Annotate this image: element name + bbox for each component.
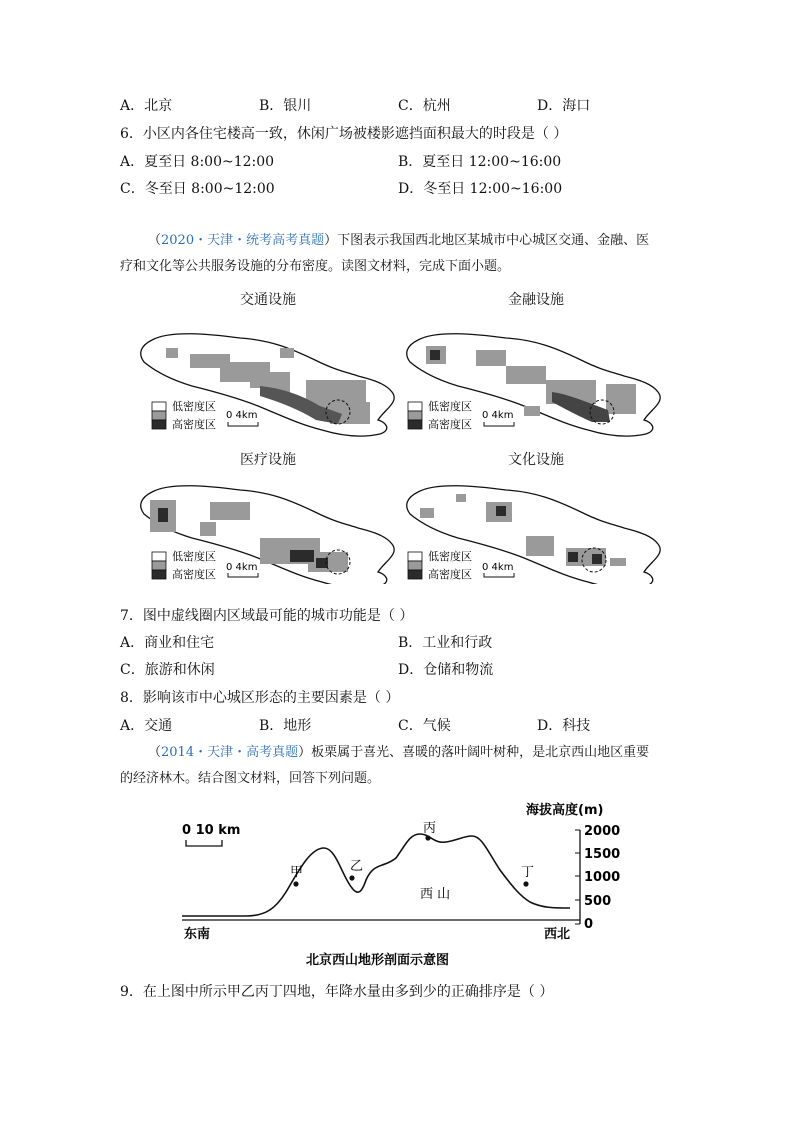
profile-y-title: 海拔高度(m)	[526, 803, 604, 818]
scale-label: 0 4km	[226, 562, 258, 573]
map-transport	[141, 292, 394, 436]
legend-high-label: 高密度区	[428, 568, 472, 581]
tick-500: 500	[584, 894, 612, 909]
legend-low-label: 低密度区	[172, 550, 216, 563]
q5-option-a: A．北京	[120, 98, 173, 114]
mountain-label: 西 山	[420, 887, 451, 902]
map-title-medical: 医疗设施	[240, 452, 296, 468]
q7-option-a: A．商业和住宅	[120, 635, 215, 651]
direction-northwest: 西北	[544, 927, 571, 942]
q8-option-c: C．气候	[398, 718, 451, 734]
q7-option-d: D．仓储和物流	[398, 662, 494, 678]
passage2-line1: （2014・天津・高考真题）板栗属于喜光、喜暖的落叶阔叶树种，是北京西山地区重要	[148, 745, 650, 760]
q6-stem: 6．小区内各住宅楼高一致，休闲广场被楼影遮挡面积最大的时段是（ ）	[120, 126, 568, 142]
legend-low-label: 低密度区	[428, 550, 472, 563]
scale-label: 0 4km	[482, 410, 514, 421]
tick-2000: 2000	[584, 824, 621, 839]
scale-label: 0 4km	[482, 562, 514, 573]
q9-stem: 9．在上图中所示甲乙丙丁四地，年降水量由多到少的正确排序是（ ）	[120, 984, 554, 1000]
q8-option-b: B．地形	[259, 718, 312, 734]
legend-high-label: 高密度区	[172, 418, 216, 431]
q6-option-b: B．夏至日 12:00~16:00	[398, 154, 562, 170]
point-bing: 丙	[423, 821, 437, 836]
scale-label: 0 4km	[226, 410, 258, 421]
q8-option-d: D．科技	[537, 718, 591, 734]
q8-stem: 8．影响该市中心城区形态的主要因素是（ ）	[120, 690, 400, 706]
tick-1500: 1500	[584, 847, 621, 862]
xishan-terrain-profile	[176, 796, 626, 972]
passage2-line2: 的经济林木。结合图文材料，回答下列问题。	[120, 771, 381, 786]
point-ding: 丁	[521, 865, 535, 880]
tick-1000: 1000	[584, 870, 621, 885]
tick-0: 0	[584, 917, 594, 932]
map-title-finance: 金融设施	[508, 292, 564, 308]
map-title-culture: 文化设施	[508, 452, 564, 468]
passage2-source: 2014・天津・高考真题	[161, 745, 299, 760]
passage1-source: 2020・天津・统考高考真题	[161, 233, 325, 248]
q5-option-b: B．银川	[259, 98, 312, 114]
direction-southeast: 东南	[184, 927, 211, 942]
map-finance	[407, 292, 660, 436]
point-jia: 甲	[290, 865, 304, 880]
q6-option-a: A．夏至日 8:00~12:00	[120, 154, 275, 170]
q6-option-c: C．冬至日 8:00~12:00	[120, 181, 275, 197]
point-yi: 乙	[350, 859, 364, 874]
passage1-line2: 疗和文化等公共服务设施的分布密度。读图文材料，完成下面小题。	[120, 259, 511, 274]
legend-high-label: 高密度区	[172, 568, 216, 581]
legend-low-label: 低密度区	[172, 400, 216, 413]
q6-option-d: D．冬至日 12:00~16:00	[398, 181, 563, 197]
legend-high-label: 高密度区	[428, 418, 472, 431]
legend-low-label: 低密度区	[428, 400, 472, 413]
q8-option-a: A．交通	[120, 718, 173, 734]
passage1-line1: （2020・天津・统考高考真题）下图表示我国西北地区某城市中心城区交通、金融、医	[148, 233, 650, 248]
profile-scale-label: 0 10 km	[182, 823, 241, 838]
map-medical	[141, 452, 394, 584]
q7-option-c: C．旅游和休闲	[120, 662, 215, 678]
q5-option-d: D．海口	[537, 98, 591, 114]
map-title-transport: 交通设施	[240, 292, 296, 308]
facility-density-maps	[130, 286, 670, 584]
q7-stem: 7．图中虚线圈内区域最可能的城市功能是（ ）	[120, 608, 414, 624]
q5-option-c: C．杭州	[398, 98, 451, 114]
q7-option-b: B．工业和行政	[398, 635, 493, 651]
profile-caption: 北京西山地形剖面示意图	[306, 953, 450, 968]
map-culture	[407, 452, 660, 584]
